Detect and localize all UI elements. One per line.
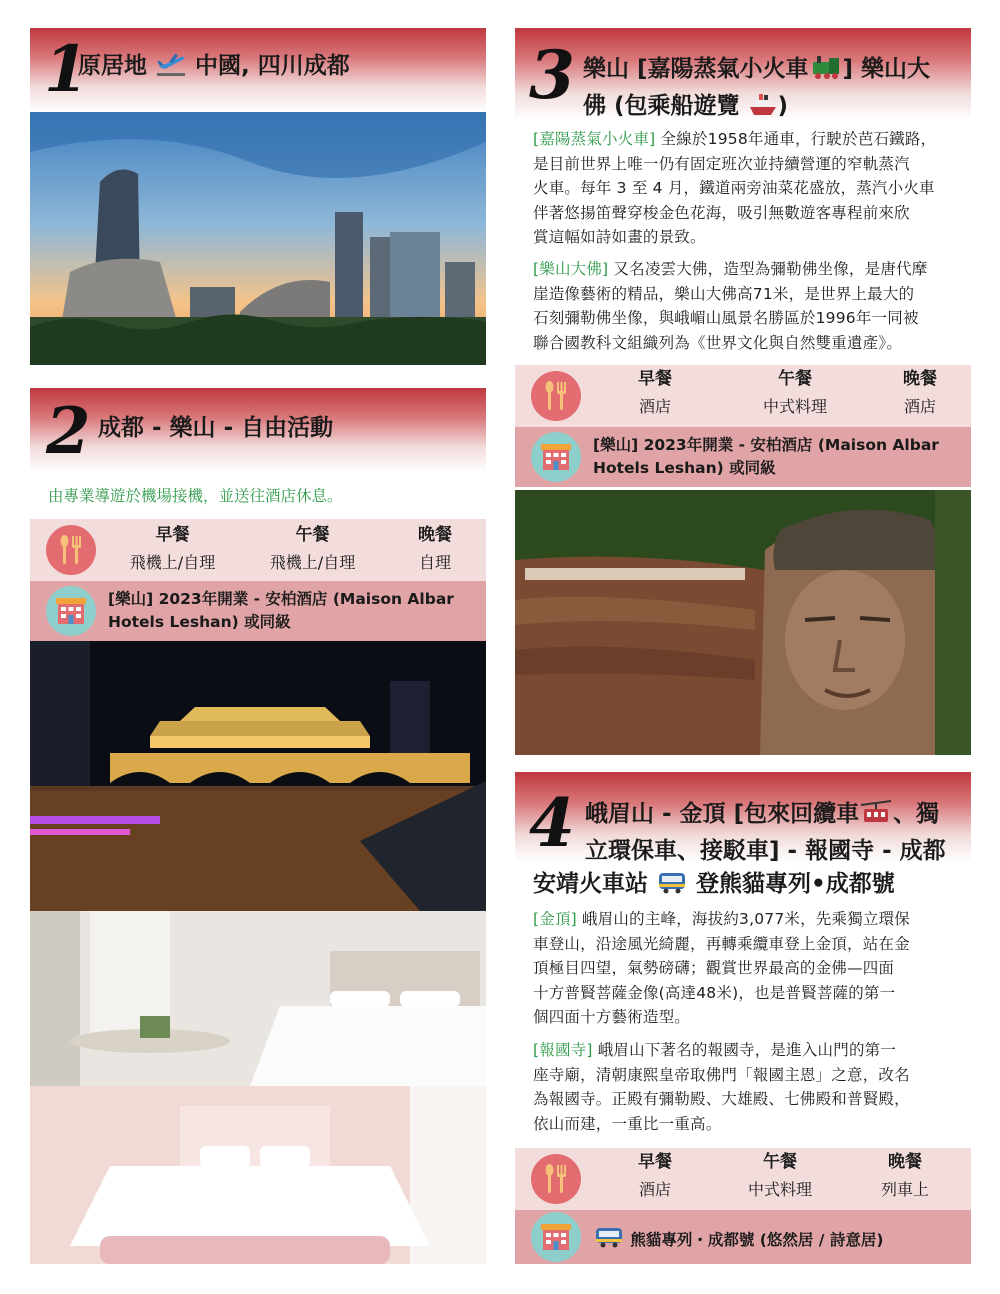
- text-line: 聯合國教科文組織列為《世界文化與自然雙重遺產》。: [533, 333, 903, 352]
- day4-lunch: [730, 1150, 830, 1202]
- ship-icon: [748, 91, 778, 127]
- day3-title-line1a: 樂山 [嘉陽蒸氣小火車: [583, 56, 809, 82]
- lunch-value: 飛機上/自理: [269, 553, 356, 572]
- leshan-giant-buddha-photo: [515, 490, 971, 755]
- utensils-icon: [46, 525, 96, 575]
- day4-dinner: [855, 1150, 955, 1202]
- day4-accommodation-text: [593, 1225, 963, 1256]
- text-line: 峨眉山的主峰，海拔約3,077米，先乘獨立環保: [576, 910, 911, 928]
- breakfast-value: 酒店: [638, 1180, 671, 1199]
- text-line: 賞這幅如詩如畫的景致。: [533, 228, 706, 246]
- train-accommodation-label: 熊貓專列・成都號 (悠然居 / 詩意居): [630, 1231, 884, 1249]
- day3-title: [583, 53, 968, 127]
- text-line: 火車。每年 3 至 4 月，鐵道兩旁油菜花盛放，蒸汽小火車: [533, 179, 935, 197]
- hotel-line2: Hotels Leshan) 或同級: [108, 613, 291, 631]
- day1-number: 1: [44, 32, 89, 107]
- day2-hotel: [30, 581, 486, 641]
- text-line: 為報國寺。正殿有彌勒殿、大雄殿、七佛殿和普賢殿，: [533, 1090, 910, 1108]
- dinner-label: 晚餐: [903, 369, 937, 389]
- hotel-line1: [樂山] 2023年開業 - 安柏酒店 (Maison Albar: [593, 436, 939, 454]
- breakfast-label: 早餐: [638, 369, 672, 389]
- lunch-label: 午餐: [778, 369, 812, 389]
- day2-meals: [30, 519, 486, 581]
- dinner-label: 晚餐: [888, 1152, 922, 1172]
- day1-banner: [30, 28, 486, 112]
- dinner-value: 列車上: [880, 1180, 929, 1199]
- text-line: 崖造像藝術的精品，樂山大佛高71米，是世界上最大的: [533, 284, 915, 303]
- day2-lunch: [250, 523, 375, 575]
- lunch-label: 午餐: [295, 525, 330, 545]
- breakfast-value: 飛機上/自理: [129, 553, 216, 572]
- day3-title-line1b: ] 樂山大: [842, 56, 931, 82]
- airplane-departure-icon: [155, 51, 187, 87]
- breakfast-label: 早餐: [638, 1152, 672, 1172]
- day2-dinner: [385, 523, 485, 575]
- dinner-value: 酒店: [903, 397, 936, 416]
- day3-banner: [515, 28, 971, 120]
- dinner-value: 自理: [418, 553, 451, 572]
- day3-title-line2b: ): [777, 93, 789, 119]
- dinner-label: 晚餐: [418, 525, 452, 545]
- text-line: 車登山，沿途風光綺麗，再轉乘纜車登上金頂，站在金: [533, 934, 910, 953]
- day3-dinner: [870, 367, 970, 419]
- text-line: 是目前世界上唯一仍有固定班次並持續營運的窄軌蒸汽: [533, 154, 910, 173]
- text-line: 頂極目四望，氣勢磅礴；觀賞世界最高的金佛—四面: [533, 959, 895, 977]
- text-line: 峨眉山下著名的報國寺，是進入山門的第一: [592, 1041, 897, 1059]
- text-line: 個四面十方藝術造型。: [533, 1008, 691, 1026]
- utensils-icon: [531, 1154, 581, 1204]
- breakfast-value: 酒店: [638, 397, 671, 416]
- steam-train-tag: [嘉陽蒸氣小火車]: [533, 130, 656, 148]
- day4-title-line3a: 安靖火車站: [533, 871, 648, 897]
- day4-title-line1a: 峨眉山 - 金頂 [包來回纜車: [585, 801, 860, 827]
- golden-summit-tag: [金頂]: [533, 910, 577, 928]
- day4-accommodation: [515, 1210, 971, 1264]
- day4-golden-summit-description: [533, 907, 963, 1030]
- day4-title-line2: 立環保車、接駁車] - 報國寺 - 成都: [585, 838, 946, 864]
- hotel-building-icon: [46, 586, 96, 636]
- day3-meals: [515, 365, 971, 427]
- day3-lunch: [745, 367, 845, 419]
- day4-title: [533, 798, 973, 905]
- text-line: 又名凌雲大佛，造型為彌勒佛坐像，是唐代摩: [608, 260, 928, 278]
- train-icon: [656, 869, 688, 905]
- day2-number: 2: [46, 394, 91, 469]
- cable-car-icon: [859, 799, 893, 835]
- lunch-value: 中式料理: [762, 397, 827, 416]
- day4-baoguo-temple-description: [533, 1038, 963, 1136]
- giant-buddha-tag: [樂山大佛]: [533, 260, 609, 278]
- day3-number: 3: [529, 36, 575, 114]
- text-line: 全線於1958年通車，行駛於芭石鐵路，: [655, 130, 937, 148]
- day1-title: [78, 50, 350, 87]
- day2-hotel-text: [108, 588, 478, 634]
- baoguo-temple-tag: [報國寺]: [533, 1041, 593, 1059]
- lunch-value: 中式料理: [747, 1180, 812, 1199]
- utensils-icon: [531, 371, 581, 421]
- day1-title-origin: 原居地: [78, 53, 147, 79]
- day2-title: 成都 - 樂山 - 自由活動: [98, 415, 334, 441]
- hotel-building-icon: [531, 1212, 581, 1262]
- day2-breakfast: [110, 523, 235, 575]
- day3-title-line2a: 佛 (包乘船遊覽: [583, 93, 740, 119]
- day1-title-destination: 中國, 四川成都: [195, 53, 350, 79]
- day2-banner: [30, 388, 486, 472]
- day3-hotel: [515, 427, 971, 487]
- day4-meals: [515, 1148, 971, 1210]
- train-icon: [593, 1225, 625, 1256]
- breakfast-label: 早餐: [155, 525, 190, 545]
- anshun-bridge-night-photo: [30, 641, 486, 911]
- text-line: 十方普賢菩薩金像(高達48米)，也是普賢菩薩的第一: [533, 983, 896, 1002]
- text-line: 依山而建，一重比一重高。: [533, 1114, 722, 1133]
- day2-arrival-note: 由專業導遊於機場接機，並送往酒店休息。: [48, 487, 343, 505]
- day4-breakfast: [605, 1150, 705, 1202]
- day3-hotel-text: [593, 434, 963, 480]
- chengdu-skyline-photo: [30, 112, 486, 365]
- day3-breakfast: [605, 367, 705, 419]
- hotel-line1: [樂山] 2023年開業 - 安柏酒店 (Maison Albar: [108, 590, 454, 608]
- text-line: 伴著悠揚笛聲穿梭金色花海，吸引無數遊客專程前來欣: [533, 203, 910, 222]
- day4-title-line3b: 登熊貓專列•成都號: [696, 871, 895, 897]
- day3-giant-buddha-description: [533, 257, 963, 355]
- day3-steam-train-description: [533, 127, 963, 250]
- day4-title-line1b: 、獨: [893, 801, 940, 827]
- day4-number: 4: [529, 784, 575, 862]
- text-line: 座寺廟，清朝康熙皇帝取佛門「報國主恩」之意，改名: [533, 1065, 910, 1084]
- text-line: 石刻彌勒佛坐像，與峨嵋山風景名勝區於1996年一同被: [533, 309, 919, 327]
- hotel-line2: Hotels Leshan) 或同級: [593, 459, 776, 477]
- hotel-building-icon: [531, 432, 581, 482]
- hotel-room-photo-1: [30, 911, 486, 1086]
- lunch-label: 午餐: [763, 1152, 797, 1172]
- steam-locomotive-icon: [809, 54, 843, 90]
- hotel-room-photo-2: [30, 1086, 486, 1264]
